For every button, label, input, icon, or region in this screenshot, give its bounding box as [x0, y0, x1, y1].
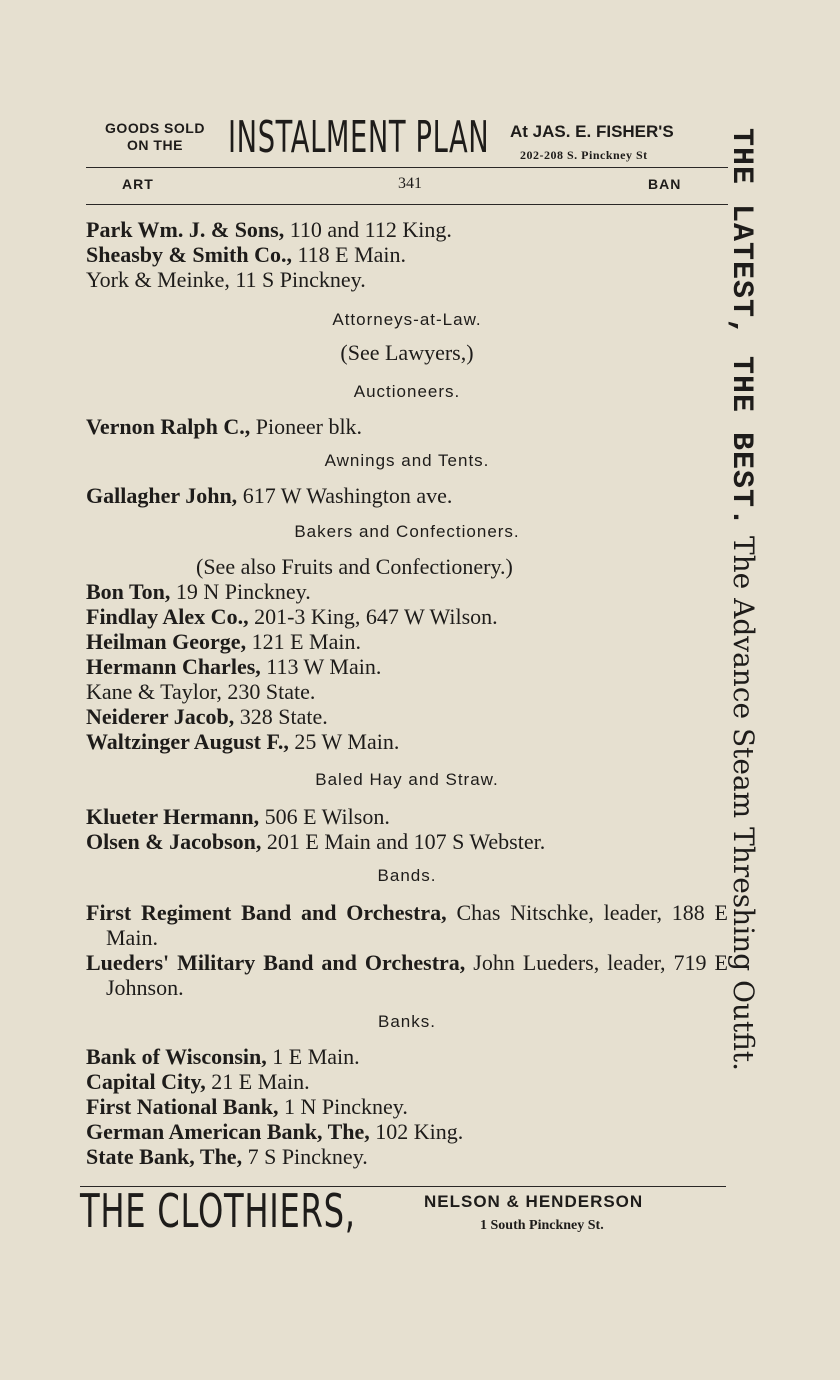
- clothiers-title: THE CLOTHIERS,: [80, 1184, 356, 1238]
- list-item: Neiderer Jacob, 328 State.: [86, 704, 328, 729]
- section-heading: Bakers and Confectioners.: [294, 522, 520, 541]
- list-item: German American Bank, The, 102 King.: [86, 1119, 464, 1144]
- section-heading: Auctioneers.: [353, 382, 461, 401]
- section-heading: Awnings and Tents.: [324, 451, 490, 470]
- section-heading: Banks.: [378, 1012, 436, 1031]
- list-item: Lueders' Military Band and Orchestra, John Lueders, leader, 719 E Johnson.: [86, 950, 728, 1000]
- list-item: State Bank, The, 7 S Pinckney.: [86, 1144, 368, 1169]
- running-head-left: ART: [122, 176, 154, 192]
- side-ad-product: The Advance Steam Threshing Outfit.: [727, 527, 760, 1072]
- list-item: Vernon Ralph C., Pioneer blk.: [86, 414, 363, 439]
- running-head-right: BAN: [648, 176, 682, 192]
- fisher-address: 202-208 S. Pinckney St: [520, 148, 648, 162]
- goods-sold-label: [90, 120, 220, 154]
- side-ad-slogan: THE LATEST, THE BEST.: [724, 128, 758, 528]
- page-number: 341: [398, 175, 422, 192]
- header-rule-top: [86, 167, 728, 168]
- section-heading: Baled Hay and Straw.: [315, 770, 499, 789]
- list-item: First National Bank, 1 N Pinckney.: [86, 1094, 408, 1119]
- list-item: Bon Ton, 19 N Pinckney.: [86, 579, 311, 604]
- cross-reference: (See also Fruits and Confectionery.): [196, 554, 513, 579]
- list-item: Kane & Taylor, 230 State.: [86, 679, 316, 704]
- listings: [86, 217, 728, 1169]
- side-advertisement: [720, 128, 760, 1248]
- list-item: Olsen & Jacobson, 201 E Main and 107 S Webster.: [86, 829, 546, 854]
- nelson-henderson-name: NELSON & HENDERSON: [424, 1192, 644, 1211]
- list-item: Bank of Wisconsin, 1 E Main.: [86, 1044, 360, 1069]
- list-item: First Regiment Band and Orchestra, Chas Nitschke, leader, 188 E Main.: [86, 900, 728, 950]
- list-item: York & Meinke, 11 S Pinckney.: [86, 267, 366, 292]
- list-item: Gallagher John, 617 W Washington ave.: [86, 483, 453, 508]
- list-item: Waltzinger August F., 25 W Main.: [86, 729, 400, 754]
- section-heading: Bands.: [377, 866, 437, 885]
- list-item: Park Wm. J. & Sons, 110 and 112 King.: [86, 217, 452, 242]
- list-item: Findlay Alex Co., 201-3 King, 647 W Wilson.: [86, 604, 498, 629]
- nelson-henderson-address: 1 South Pinckney St.: [480, 1218, 604, 1233]
- list-item: Klueter Hermann, 506 E Wilson.: [86, 804, 390, 829]
- header-rule-bottom: [86, 204, 728, 205]
- fisher-name: At JAS. E. FISHER'S: [510, 122, 674, 141]
- instalment-plan-title: INSTALMENT PLAN: [228, 112, 490, 163]
- list-item: Sheasby & Smith Co., 118 E Main.: [86, 242, 407, 267]
- goods-line-2: ON THE: [127, 137, 183, 153]
- clothiers-advertisement: [80, 1186, 726, 1246]
- cross-reference: (See Lawyers,): [340, 340, 474, 365]
- list-item: Hermann Charles, 113 W Main.: [86, 654, 382, 679]
- instalment-plan-advertisement: [86, 112, 726, 168]
- goods-line-1: GOODS SOLD: [105, 120, 205, 136]
- section-heading: Attorneys-at-Law.: [332, 310, 482, 329]
- list-item: Capital City, 21 E Main.: [86, 1069, 310, 1094]
- list-item: Heilman George, 121 E Main.: [86, 629, 361, 654]
